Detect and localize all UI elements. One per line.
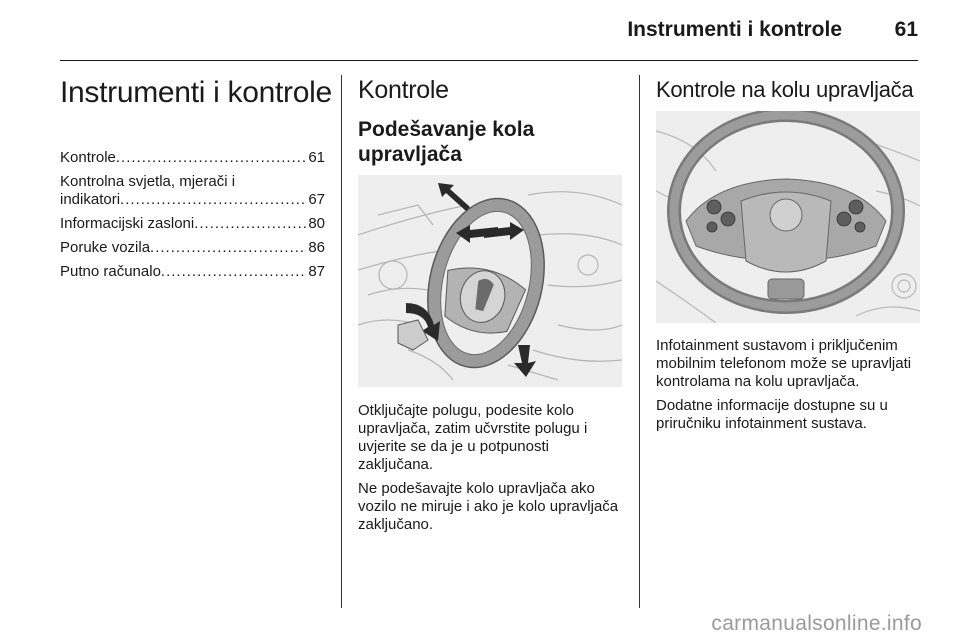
body-paragraph: Dodatne informacije dostupne su u priručniku infotainment sustava. bbox=[656, 397, 888, 432]
body-paragraph: Infotainment sustavom i priključenim mobilnim telefonom može se upravljati kontrolama na kolu upravljača. bbox=[656, 337, 912, 390]
controls-column bbox=[656, 75, 921, 105]
toc-leader bbox=[161, 263, 306, 281]
steering-wheel-controls-illustration bbox=[656, 111, 920, 323]
controls-body bbox=[656, 337, 921, 439]
page-number: 61 bbox=[894, 18, 918, 41]
watermark-link[interactable]: carmanualsonline.info bbox=[711, 612, 922, 635]
toc-entry-label: Kontrolna svjetla, mjerači i bbox=[60, 173, 236, 190]
chapter-title: Instrumenti i kontrole bbox=[60, 76, 332, 109]
toc-entry-page: 80 bbox=[308, 215, 325, 232]
toc-entry-page: 67 bbox=[308, 191, 325, 208]
toc-entry-page: 86 bbox=[308, 239, 325, 256]
toc-entry-page: 87 bbox=[308, 263, 325, 280]
toc-entry-label-cont: indikatori bbox=[60, 191, 121, 208]
section-title: Kontrole bbox=[358, 76, 449, 104]
toc-entry-label: Poruke vozila bbox=[60, 239, 151, 256]
body-paragraph: Ne podešavajte kolo upravljača ako vozilo ne miruje i ako je kolo upravljača zaključano. bbox=[358, 480, 619, 533]
toc-entry[interactable] bbox=[60, 215, 325, 233]
toc-entry[interactable] bbox=[60, 263, 325, 281]
section-body bbox=[358, 402, 623, 540]
subtitle-line-2: upravljača bbox=[358, 143, 462, 166]
controls-title: Kontrole na kolu upravljača bbox=[656, 77, 914, 102]
toc-leader bbox=[150, 239, 306, 257]
section-column bbox=[358, 75, 623, 167]
toc-entry-page: 61 bbox=[308, 149, 325, 166]
toc-entry-label: Kontrole bbox=[60, 149, 116, 166]
column-divider-1 bbox=[341, 75, 342, 608]
toc-entry-label: Informacijski zasloni bbox=[60, 215, 195, 232]
toc-entry[interactable] bbox=[60, 173, 325, 209]
running-header-title: Instrumenti i kontrole bbox=[627, 18, 842, 41]
column-divider-2 bbox=[639, 75, 640, 608]
header-rule bbox=[60, 60, 918, 61]
toc-entry-label: Putno računalo bbox=[60, 263, 161, 280]
steering-adjustment-illustration bbox=[358, 175, 622, 387]
chapter-column bbox=[60, 75, 332, 287]
toc-entry[interactable] bbox=[60, 239, 325, 257]
subtitle-line-1: Podešavanje kola bbox=[358, 118, 535, 141]
toc-leader bbox=[116, 149, 306, 167]
section-subtitle bbox=[358, 117, 623, 167]
toc-entry[interactable] bbox=[60, 149, 325, 167]
steering-adjustment-drawing bbox=[358, 175, 622, 387]
body-paragraph: Otključajte polugu, podesite kolo upravljača, zatim učvrstite polugu i uvjerite se da je u potpunosti zaključana. bbox=[358, 402, 588, 473]
steering-wheel-drawing bbox=[656, 111, 920, 323]
toc-leader bbox=[194, 215, 306, 233]
toc-leader bbox=[120, 191, 306, 209]
